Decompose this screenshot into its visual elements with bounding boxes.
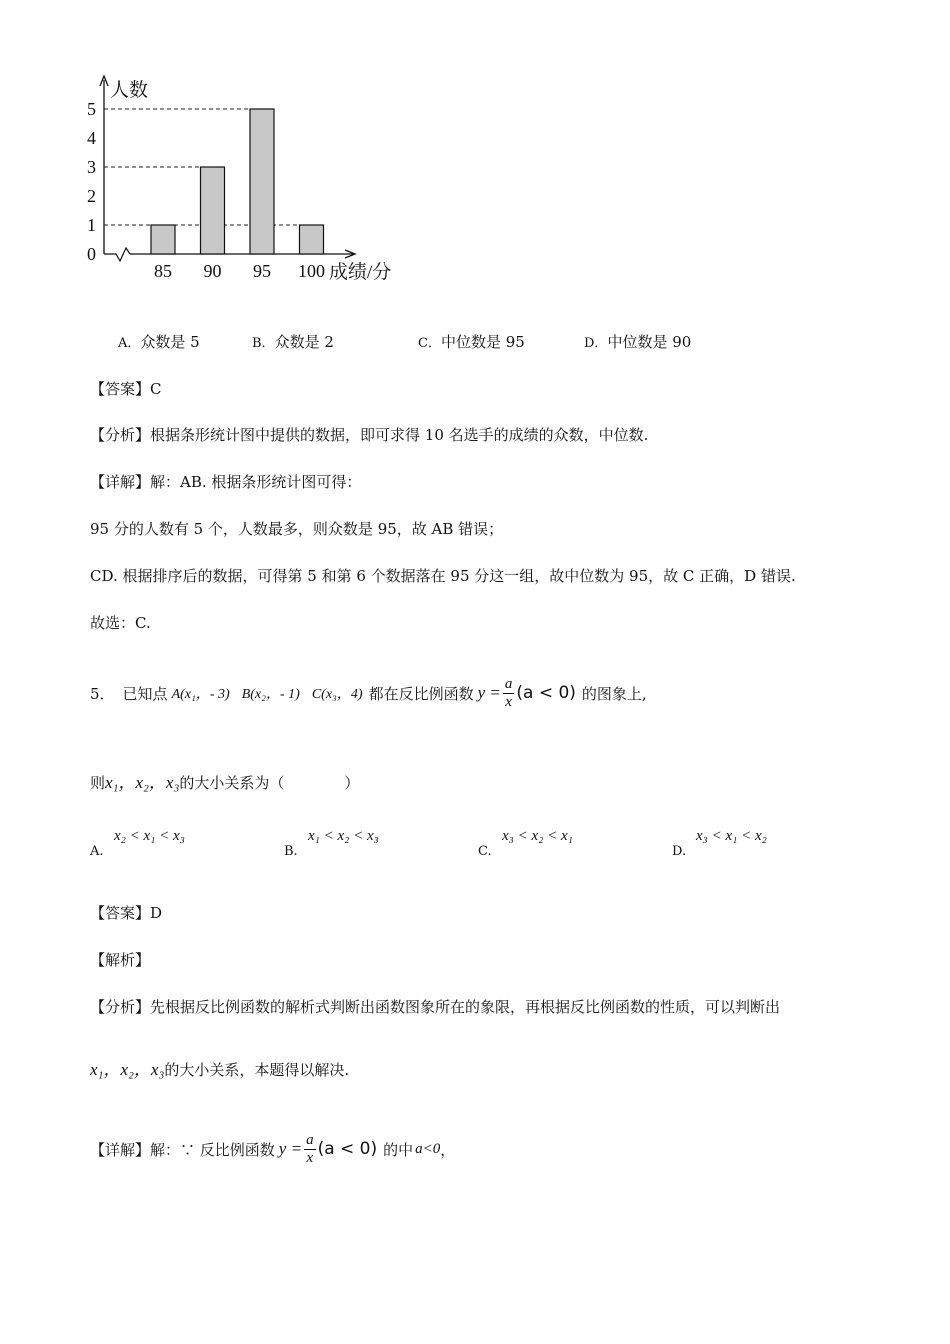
analysis-post: 的大小关系，本题得以解决. <box>164 1061 350 1079</box>
option-letter: C. <box>478 844 492 859</box>
analysis-tag: 【分析】 <box>90 998 151 1016</box>
point-c: C(x₃，4) <box>311 687 363 702</box>
fraction <box>503 677 515 710</box>
answer-value: D <box>150 904 163 922</box>
q4-option-b <box>252 331 334 352</box>
detail-post: 的中 <box>383 1140 414 1159</box>
point-a: A(x₁，- 3) <box>171 687 230 702</box>
y-tick-label-5: 5 <box>87 99 96 119</box>
q4-detail-line-3: CD. 根据排序后的数据，可得第 5 和第 6 个数据落在 95 分这一组，故中位数为 95，故 C 正确，D 错误. <box>90 567 796 585</box>
detail-condition: a<0 <box>415 1140 441 1157</box>
answer-value: C <box>150 380 162 398</box>
q5-detail <box>90 1126 455 1172</box>
option-text: 众数是 5 <box>140 333 200 351</box>
analysis-vars: x₁，x₂，x₃ <box>90 1060 165 1079</box>
bar-85 <box>151 225 175 254</box>
stem-mid: 都在反比例函数 <box>368 684 474 703</box>
stem-post: 的图象上, <box>581 684 647 703</box>
q5-option-b <box>284 828 444 862</box>
q5-analysis-line-2 <box>90 1055 349 1080</box>
x-tick-label-90: 90 <box>203 261 222 281</box>
option-text: 中位数是 95 <box>440 333 525 351</box>
y-tick-label-0: 0 <box>87 244 96 264</box>
option-text: 中位数是 90 <box>607 333 692 351</box>
q4-option-a <box>118 331 200 352</box>
option-text: 众数是 2 <box>274 333 334 351</box>
q4-detail-line-1 <box>90 471 361 492</box>
func-y: y = <box>278 1139 303 1158</box>
answer-tag: 【答案】 <box>90 904 151 922</box>
option-expr: x₂ < x₁ < x₃ <box>114 828 185 844</box>
q4-detail-line-4: 故选：C. <box>90 614 151 632</box>
q5-stem-line-2 <box>90 768 359 793</box>
q5-parse-tag: 【解析】 <box>90 951 151 969</box>
option-expr: x₃ < x₂ < x₁ <box>502 828 573 844</box>
q5-option-c <box>478 828 638 862</box>
y-tick-label-2: 2 <box>87 186 96 206</box>
func-condition: (a < 0) <box>516 683 576 703</box>
answer-tag: 【答案】 <box>90 380 151 398</box>
x-axis-label: 成绩/分 <box>329 262 392 283</box>
detail-end: ， <box>440 1140 456 1159</box>
line2-post: 的大小关系为（ ） <box>179 774 360 792</box>
bar-90 <box>201 167 225 254</box>
option-letter: B． <box>252 336 275 351</box>
option-letter: D． <box>584 336 608 351</box>
inverse-function <box>478 677 576 710</box>
fraction-denominator: x <box>505 693 512 710</box>
inverse-function <box>279 1133 377 1166</box>
question-number: 5． <box>90 684 115 703</box>
y-tick-label-3: 3 <box>87 157 96 177</box>
fraction <box>304 1133 316 1166</box>
q5-option-d <box>672 828 832 862</box>
bar-100 <box>300 225 324 254</box>
detail-text: 解：AB. 根据条形统计图可得： <box>150 473 362 491</box>
option-letter: C． <box>418 336 441 351</box>
analysis-tag: 【分析】 <box>90 426 151 444</box>
line2-pre: 则 <box>90 774 106 792</box>
option-letter: A. <box>90 844 104 859</box>
func-y: y = <box>477 683 501 702</box>
q4-option-d <box>584 331 691 352</box>
option-letter: D. <box>672 844 687 859</box>
y-axis-label: 人数 <box>110 80 149 101</box>
x-tick-label-100: 100 <box>298 261 325 281</box>
point-b: B(x₂，- 1) <box>241 687 300 702</box>
fraction-numerator: a <box>504 675 513 692</box>
func-condition: (a < 0) <box>317 1139 378 1159</box>
x-tick-label-85: 85 <box>154 261 172 281</box>
analysis-text: 先根据反比例函数的解析式判断出函数图象所在的象限，再根据反比例函数的性质，可以判断出 <box>150 998 781 1016</box>
q4-analysis <box>90 424 648 445</box>
line2-vars: x₁，x₂，x₃ <box>105 773 180 792</box>
x-tick-label-95: 95 <box>253 261 271 281</box>
q4-answer <box>90 378 162 399</box>
y-tick-label-1: 1 <box>87 215 96 235</box>
score-bar-chart <box>0 0 420 300</box>
option-expr: x₃ < x₁ < x₂ <box>696 828 767 844</box>
bar-95 <box>250 109 274 254</box>
option-letter: A． <box>118 336 141 351</box>
q5-option-a <box>90 828 250 862</box>
fraction-numerator: a <box>306 1131 314 1148</box>
detail-tag: 【详解】 <box>90 473 151 491</box>
x-axis-break <box>104 248 130 261</box>
analysis-text: 根据条形统计图中提供的数据，即可求得 10 名选手的成绩的众数，中位数. <box>150 426 649 444</box>
option-letter: B. <box>284 844 298 859</box>
stem-pre: 已知点 <box>122 684 168 703</box>
q4-option-c <box>418 331 525 352</box>
detail-pre: 解：∵ 反比例函数 <box>150 1140 275 1159</box>
q5-analysis <box>90 996 780 1017</box>
fraction-denominator: x <box>306 1149 314 1166</box>
q5-stem <box>90 670 647 716</box>
y-tick-label-4: 4 <box>87 128 96 148</box>
detail-tag: 【详解】 <box>90 1140 151 1159</box>
option-expr: x₁ < x₂ < x₃ <box>308 828 379 844</box>
q4-detail-line-2: 95 分的人数有 5 个，人数最多，则众数是 95，故 AB 错误； <box>90 520 504 538</box>
q5-answer <box>90 902 162 923</box>
